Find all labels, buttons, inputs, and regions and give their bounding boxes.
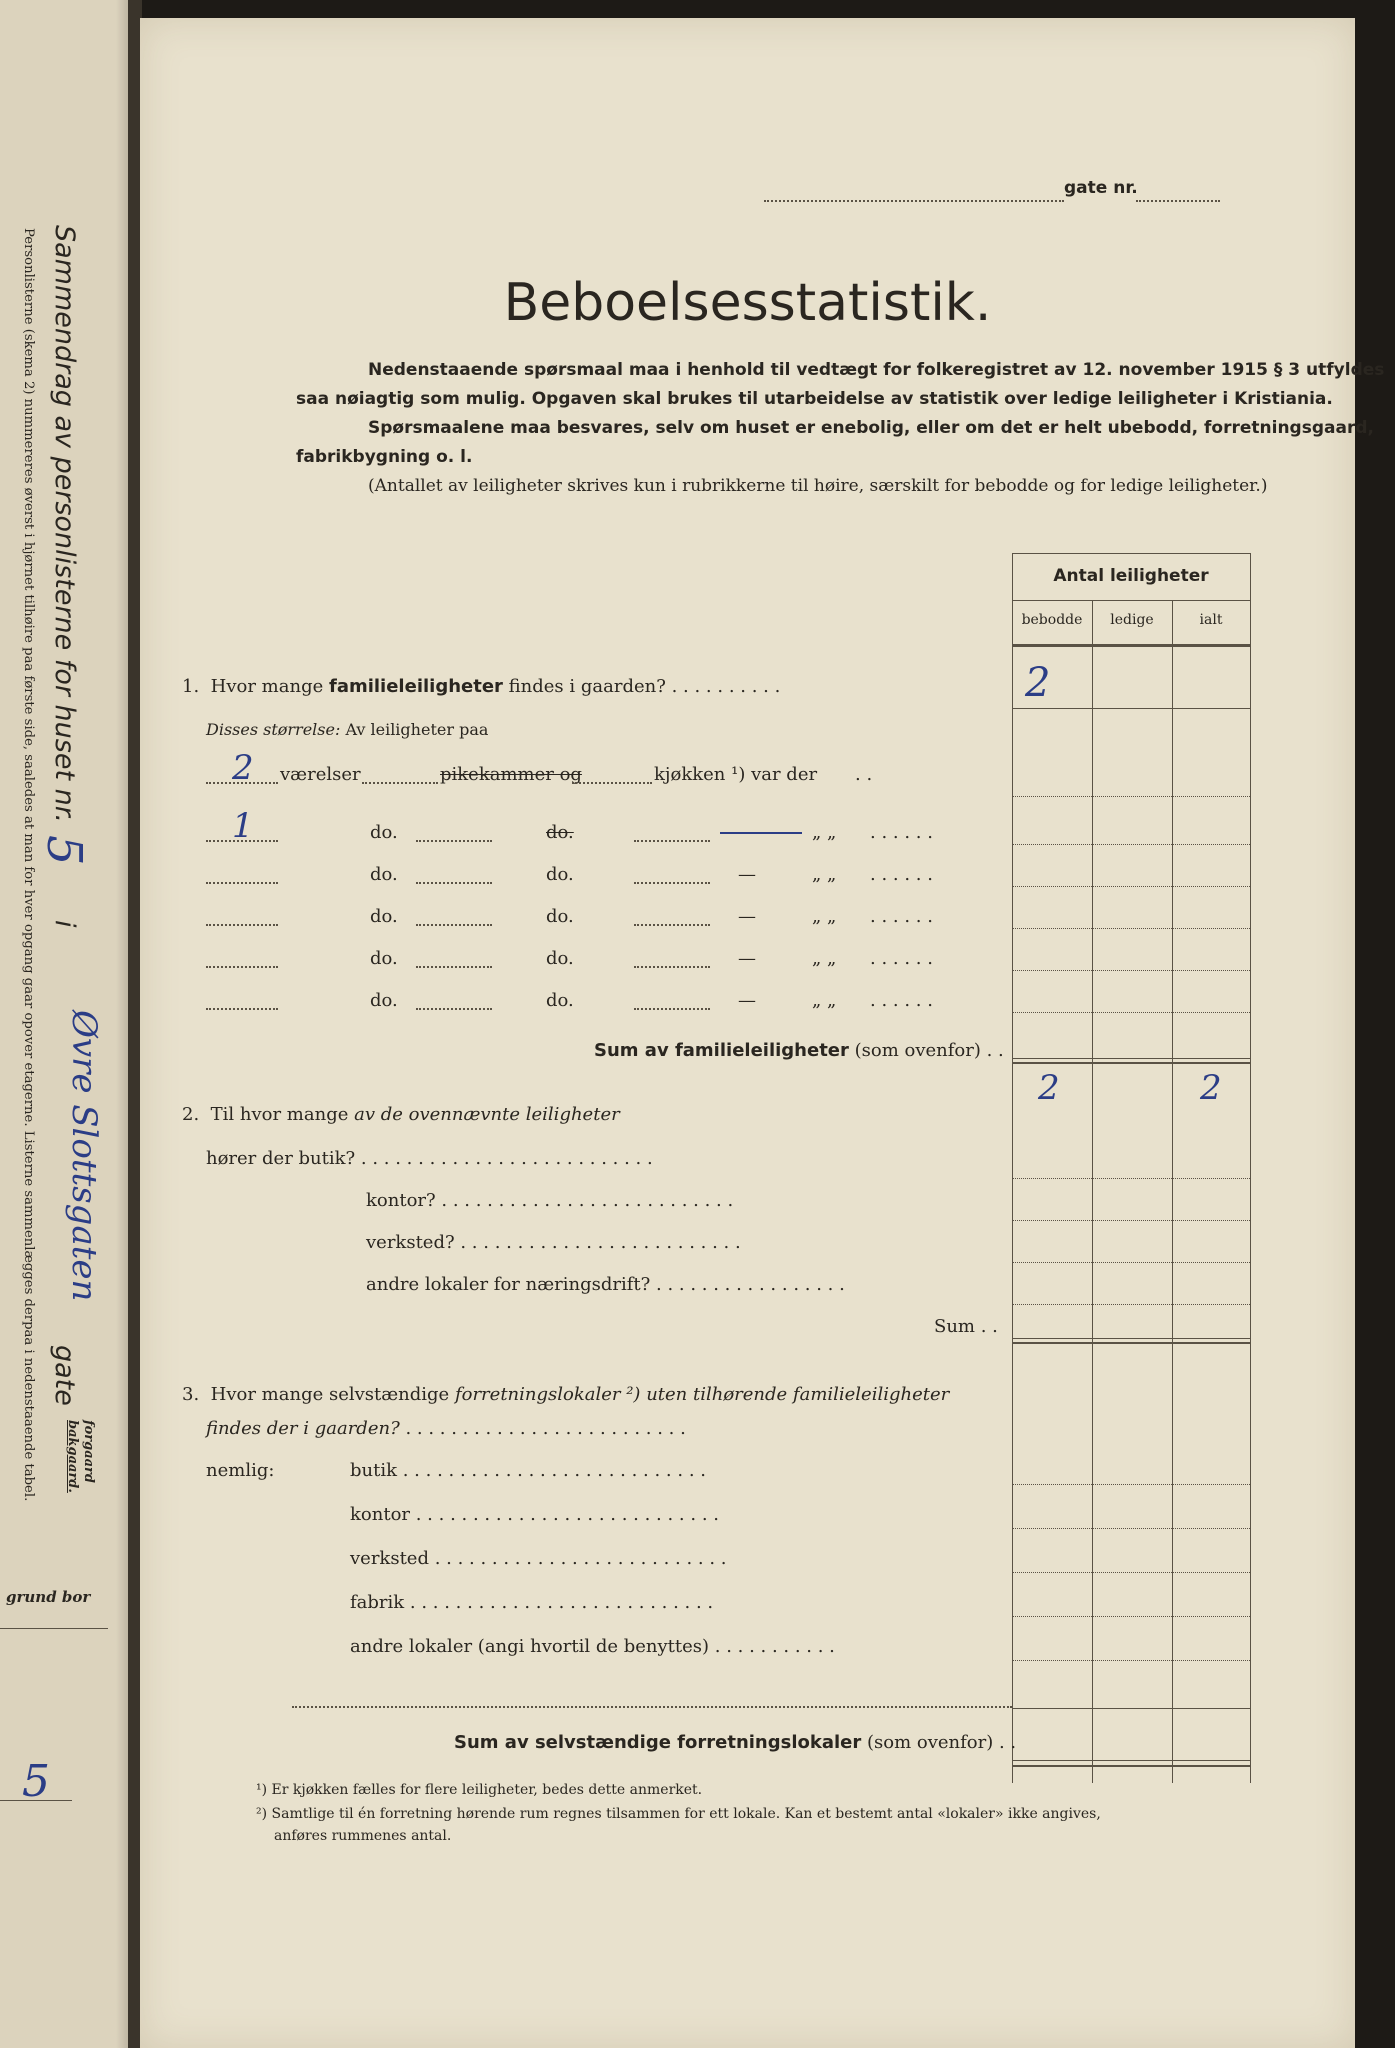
q1-sum-bebodde: 2 [1038,1068,1060,1108]
q3-item-fabrik: fabrik . . . . . . . . . . . . . . . . . . . . . . . . . . . [350,1592,714,1613]
q1-answer-bebodde: 2 [1025,660,1051,706]
size-row-3-quote: „ „ [812,864,837,885]
margin-instructions: Personlisterne (skema 2) nummereres øverst i hjørnet tilhøire paa første side, saaledes at man for hver opgang gaar opover etagerne. Listerne sammenlægges derpaa i nedenstaaende tabel. [21,228,36,1502]
q2-item-andre: andre lokaler for næringsdrift? . . . . . . . . . . . . . . . . . [366,1274,845,1295]
size-row-1-kitchen: kjøkken ¹) var der [654,764,818,785]
q3-sum-rule [1012,1765,1250,1767]
margin-rule-bottom [0,1800,72,1801]
form-page: gate nr. Beboelsesstatistik. Nedenstaaende spørsmaal maa i henhold til vedtægt for folkeregistret av 12. november 1915 § 3 utfyldes saa nøiagtig som mulig. Opgaven skal brukes til utarbeidelse av statistik over ledige leiligheter i Kristiania. Spørsmaalene maa besvares, selv om huset er enebolig, eller om det er helt ubebodd, forretningsgaard, fabrikbygning o. l. (Antallet av leiligheter skrives kun i rubrikkerne til høire, særskilt for bebodde og for ledige leiligheter.) Antal leiligheter bebodde ledige ialt 1. Hvor mange familieleiligheter findes i gaarden? . . . . . . . . . . 2 Disses størrelse: Av leiligheter paa 2 værelser pikekammer og kjøkken ¹) var der . . 1 do. do. „ „ . . . . . . do. do. — „ „ . . . . . . do. do. — „ „ . . . . . . do. do. — „ „ . . . . . . do. do. — „ „ . . . . . . Sum av familieleiligheter (som ovenfor) . . 2 2 2. Til hvor mange av de ovennævnte leiligheter hører der butik? . . . . . . . . . . . . . . . . . . . . . . . . . . kontor? . . . . . . . . . . . . . . . . . . . . . . . . . . verksted? . . . . . . . . . . . . . . . . . . . . . . . . . andre lokaler for næringsdrift? . . . . . . . . . . . . . . . . . Sum . . 3. Hvor mange selvstændige forretningslokaler ²) uten tilhørende familieleiligheter findes der i gaarden? . . . . . . . . . . . . . . . . . . . . . . . . . nemlig: butik . . . . . . . . . . . . . . . . . . . . . . . . . . . kontor . . . . . . . . . . . . . . . . . . . . . . . . . . . verksted . . . . . . . . . . . . . . . . . . . . . . . . . . fabrik . . . . . . . . . . . . . . . . . . . . . . . . . . . andre lokaler (angi hvortil de benyttes) . . . . . . . . . . . Sum av selvstændige forretningslokaler (som ovenfor) . . ¹) Er kjøkken fælles for flere leiligheter, bedes dette anmerket. ²) Samtlige til én forretning hørende rum regnes tilsammen for ett lokale. Kan et bestemt antal «lokaler» ikke angives, anføres rummenes antal. [140,18,1355,2048]
size-row-6-pike: do. [546,990,574,1011]
size-row-1-rooms: værelser [280,764,361,785]
footnote-2: ²) Samtlige til én forretning hørende rum regnes tilsammen for ett lokale. Kan et bestemt antal «lokaler» ikke angives, [256,1806,1101,1822]
table-col-divider-2 [1172,600,1173,1783]
street-field [764,200,1064,202]
table-header-bottom-rule [1012,644,1250,647]
size-row-5-pike: do. [546,948,574,969]
intro-paragraph-2: Spørsmaalene maa besvares, selv om huset er enebolig, eller om det er helt ubebodd, forretningsgaard, fabrikbygning o. l. [296,418,1374,467]
q3-item-andre: andre lokaler (angi hvortil de benyttes) . . . . . . . . . . . [350,1636,835,1657]
q3-text: 3. Hvor mange selvstændige forretningslokaler ²) uten tilhørende familieleiligheter [182,1384,950,1405]
q3-nemlig: nemlig: [206,1460,275,1481]
size-row-3-pike: do. [546,864,574,885]
table-subheader-rule [1012,600,1250,601]
number-field [1136,200,1220,202]
q2-item-butik: hører der butik? . . . . . . . . . . . . . . . . . . . . . . . . . . [206,1148,653,1169]
size-row-4-quote: „ „ [812,906,837,927]
q3-line2: findes der i gaarden? . . . . . . . . . . . . . . . . . . . . . . . . . [206,1418,686,1439]
margin-grund-bor: grund bor [6,1588,91,1606]
q1-text: 1. Hvor mange familieleiligheter findes i gaarden? . . . . . . . . . . [182,676,781,697]
q2-sum-rule [1012,1342,1250,1344]
margin-gate-label: gate [49,1345,80,1406]
size-row-4-rooms: do. [370,906,398,927]
size-row-2-pike: do. [546,822,574,843]
table-right-border [1250,553,1251,1783]
q2-item-verksted: verksted? . . . . . . . . . . . . . . . . . . . . . . . . . [366,1232,741,1253]
q3-write-in-line [292,1706,1012,1708]
footnote-2-cont: anføres rummenes antal. [274,1828,452,1844]
q1-sum: Sum av familieleiligheter (som ovenfor) . . [594,1040,1004,1061]
margin-street-name: Øvre Slottsgaten [64,1010,104,1302]
gate-nr-label: gate nr. [1064,178,1138,198]
intro-text [296,356,1386,501]
q1-size-label: Disses størrelse: Av leiligheter paa [206,720,489,739]
size-row-5-dash: — [738,948,756,969]
col-ledige: ledige [1110,612,1154,628]
size-row-2-count: 1 [232,806,254,846]
size-row-6-quote: „ „ [812,990,837,1011]
size-row-1-pike: pikekammer og [440,764,582,785]
size-row-2-quote: „ „ [812,822,837,843]
margin-bakgaard: bakgaard. [65,1420,80,1493]
table-title: Antal leiligheter [1053,566,1209,586]
q1-sum-rule [1012,1062,1250,1064]
intro-paragraph-1: Nedenstaaende spørsmaal maa i henhold til vedtægt for folkeregistret av 12. november 1915 § 3 utfyldes saa nøiagtig som mulig. Opgaven skal brukes til utarbeidelse av statistik over ledige leiligheter i Kristiania. [296,360,1385,409]
footnote-1: ¹) Er kjøkken fælles for flere leiligheter, bedes dette anmerket. [256,1782,703,1798]
table-top-rule [1012,553,1250,554]
size-row-3-dash: — [738,864,756,885]
table-col-divider-1 [1092,600,1093,1783]
size-row-4-pike: do. [546,906,574,927]
q3-item-butik: butik . . . . . . . . . . . . . . . . . . . . . . . . . . . [350,1460,706,1481]
margin-rule [0,1628,108,1629]
size-row-6-rooms: do. [370,990,398,1011]
q3-item-verksted: verksted . . . . . . . . . . . . . . . . . . . . . . . . . . [350,1548,727,1569]
q1-row-rule [1012,708,1250,709]
q3-item-kontor: kontor . . . . . . . . . . . . . . . . . . . . . . . . . . . [350,1504,719,1525]
q3-sum: Sum av selvstændige forretningslokaler (som ovenfor) . . [454,1732,1017,1753]
q2-text: 2. Til hvor mange av de ovennævnte leiligheter [182,1104,620,1125]
margin-i-label: i [49,920,80,928]
size-row-5-quote: „ „ [812,948,837,969]
q1-sum-ialt: 2 [1200,1068,1222,1108]
col-ialt: ialt [1199,612,1223,628]
margin-house-number: 5 [36,835,92,866]
size-row-4-dash: — [738,906,756,927]
size-row-6-dash: — [738,990,756,1011]
margin-forgaard: forgaard [81,1420,96,1483]
table-left-border [1012,553,1013,1783]
margin-heading: Sammendrag av personlisterne for huset nr. [49,225,80,823]
margin-handwritten-bottom: 5 [22,1756,50,1807]
col-bebodde: bebodde [1021,612,1083,628]
size-row-2-rooms: do. [370,822,398,843]
size-row-1-count: 2 [232,748,254,788]
q2-item-kontor: kontor? . . . . . . . . . . . . . . . . . . . . . . . . . . [366,1190,734,1211]
intro-paragraph-3: (Antallet av leiligheter skrives kun i rubrikkerne til høire, særskilt for bebodde og for ledige leiligheter.) [368,476,1268,496]
page-title: Beboelsesstatistik. [503,273,992,333]
size-row-5-rooms: do. [370,948,398,969]
size-row-3-rooms: do. [370,864,398,885]
q2-sum: Sum . . [934,1316,998,1337]
size-row-2-handwritten-dash [720,832,802,834]
